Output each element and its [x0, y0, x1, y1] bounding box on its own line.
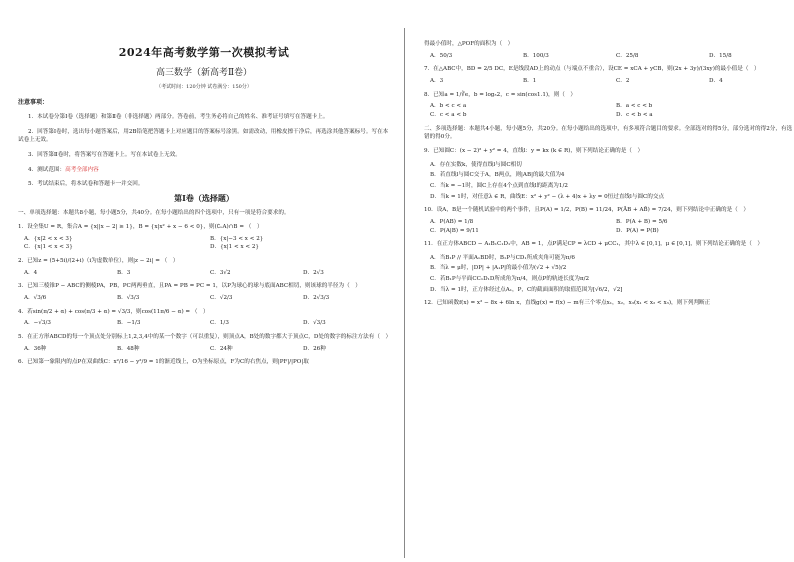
column-divider [404, 28, 405, 558]
option: A．P(AB) = 1/8 [430, 218, 474, 225]
option: B．100/3 [523, 52, 549, 59]
option: C．当k = −1时，圆C上存在4个点到直线l的距离为1/2 [430, 182, 568, 189]
question-1: 1．设全集U = R，集合A = {x||x − 2| ≥ 1}，B = {x|x² + x − 6 < 0}，则(∁ᵤA)∩B = （ ） [18, 224, 263, 231]
option: B．−1/3 [117, 320, 141, 327]
question-list [18, 223, 390, 353]
exam-title: 2024年高考数学第一次模拟考试 [118, 46, 290, 59]
question-5-options [18, 345, 390, 354]
option: A．−√3/3 [24, 320, 51, 327]
option: C．{x|1 < x < 3} [24, 244, 73, 251]
question-3-options [18, 294, 390, 303]
question-7: 7．在△ABC中，BD = 2/5 DC，E是线段AD上的动点（与端点不重合），设CE = xCA + yCB，则(2x + 3y)/(3xy)的最小值是（ ） [424, 66, 760, 73]
question-9: 9．已知圆C：(x − 2)² + y² = 4，直线l：y = kx (k ∈ R)，则下列结论正确的是（ ） [424, 147, 644, 154]
notice-3: 3．回答第Ⅱ卷时，将答案写在答题卡上。写在本试卷上无效。 [28, 152, 181, 158]
question-8: 8．已知a = 1/∛e，b = log₃2，c = sin(cos1.1)，则（ ） [424, 91, 577, 98]
option: B．48种 [117, 345, 140, 352]
option: D．当λ = 1时，正方体经过点A₁，P，C的截面面积的取值范围为[√6/2，√2] [430, 286, 623, 293]
question-8-options [424, 102, 794, 119]
question-7-options [424, 77, 794, 86]
section-title: 第Ⅰ卷（选择题） [174, 192, 234, 203]
left-column [18, 32, 390, 367]
option: D．15/8 [709, 52, 732, 59]
option: B．{x|−3 < x < 2} [210, 235, 264, 242]
exam-meta: （考试时间：120分钟 试卷满分：150分） [156, 83, 252, 90]
option: B．3 [117, 269, 131, 276]
option: D．2√3/3 [303, 294, 330, 301]
option: B．a < c < b [616, 103, 653, 110]
option: A．b < c < a [430, 103, 467, 110]
option: B．1 [523, 77, 537, 84]
question-2-options [18, 269, 390, 278]
option: B．P(A + B) = 5/6 [616, 218, 668, 225]
option: D．{x|1 < x < 2} [210, 244, 259, 251]
option: C．3√2 [210, 269, 231, 276]
option: A．{x|2 < x < 3} [24, 235, 73, 242]
section-intro: 一、单项选择题：本题共8小题，每小题5分，共40分。在每小题给出的四个选项中，只有一项是符合要求的。 [18, 210, 290, 217]
option: B．√3/3 [117, 294, 140, 301]
question-4-options [18, 319, 390, 328]
option: D．P(A) = P(B) [616, 227, 659, 234]
option: D．√3/3 [303, 320, 326, 327]
option: D．4 [709, 77, 723, 84]
option: A．当B₁P // 平面A₁BD时，B₁P与CD₁所成夹角可能为π/6 [430, 254, 575, 261]
option: D．26种 [303, 345, 326, 352]
right-column [424, 32, 794, 308]
option: A．50/3 [430, 52, 453, 59]
option: C．25/8 [616, 52, 639, 59]
question-6-start: 6．已知第一象限内的点P在双曲线C：x²/16 − y²/9 = 1的渐近线上，O为坐标原点，F为C的右焦点，则|PF|/|PO|取 [18, 359, 309, 366]
test-scope: 高考全部内容 [65, 166, 99, 173]
option: A．3 [430, 77, 444, 84]
option: C．P(A|B) = 9/11 [430, 227, 479, 234]
question-10-options [424, 218, 794, 235]
notice-4 [18, 166, 390, 175]
question-3: 3．已知三棱锥P − ABC的侧棱PA，PB，PC两两垂直，且PA = PB = PC = 1，以P为球心的球与底面ABC相切，则该球的半径为（ ） [18, 283, 361, 290]
notice-5: 5．考试结束后，将本试卷和答题卡一并交回。 [28, 181, 144, 188]
notice-2: 2．回答第Ⅰ卷时，选出每小题答案后，用2B铅笔把答题卡上对应题目的答案标号涂黑。如需改动，用橡皮擦干净后，再选涂其他答案标号。写在本试卷上无效。 [18, 128, 389, 144]
option: A．36种 [24, 345, 47, 352]
question-6-options [424, 52, 794, 61]
option: A．4 [24, 269, 38, 276]
option: A．√3/6 [24, 294, 47, 301]
option: D．c < b < a [616, 111, 653, 118]
question-10: 10．设A，B是一个随机试验中的两个事件，且P(A) = 1/2，P(B) = 11/24，P(ĀB + AB̄) = 7/24，则下列结论中正确的是（ ） [424, 207, 749, 214]
option: C．24种 [210, 345, 233, 352]
notice-title: 注意事项： [18, 98, 49, 106]
question-6-cont: 得最小值时，△POF的面积为（ ） [424, 41, 514, 47]
option: C．1/3 [210, 320, 229, 327]
question-11-options [424, 252, 794, 295]
question-11: 11．在正方体ABCD − A₁B₁C₁D₁中，AB = 1，点P满足CP = λCD + μCC₁，其中λ ∈ [0,1]，μ ∈ [0,1]，则下列结论正确的是（ ） [424, 241, 763, 248]
option: C．2 [616, 77, 630, 84]
option: B．当λ = μ时，|DP| + |A₁P|的最小值为(√2 + √5)/2 [430, 265, 567, 272]
option: B．若直线l与圆C交于A，B两点，则|AB|的最大值为4 [430, 172, 565, 179]
option: C．c < a < b [430, 111, 467, 118]
notice-1: 1．本试卷分第Ⅰ卷（选择题）和第Ⅱ卷（非选择题）两部分。答卷前，考生务必将自己的姓名、准考证号填写在答题卡上。 [28, 114, 329, 121]
option: A．存在实数k，使得直线l与圆C相切 [430, 161, 522, 168]
option: C．若B₁P与平面CC₁D₁D所成角为π/4，则点P的轨迹长度为π/2 [430, 276, 590, 283]
question-5: 5．在正方形ABCD的每一个顶点处分别标上1,2,3,4中的某一个数字（可以重复），则顶点A，B处的数字都大于顶点C，D处的数字的标注方法有（ ） [18, 333, 392, 340]
question-9-options [424, 159, 794, 202]
notice-4-prefix: 4．测试范围： [28, 166, 66, 173]
question-4: 4．若sin(π/2 + α) + cos(π/3 + α) = √3/3，则cos(11π/6 − α) = （ ） [18, 308, 209, 315]
option: C．√2/3 [210, 294, 233, 301]
option: D．2√3 [303, 269, 324, 276]
question-12: 12．已知函数f(x) = x² − 8x + 6ln x，直线g(x) = f(x) − m有三个零点x₁，x₂，x₃(x₁ < x₂ < x₃)，则下列判断正 [424, 300, 711, 307]
question-2: 2．已知z = (5+5i)/(2+i)（i为虚数单位），则|z − 2i| = （ ） [18, 257, 179, 264]
exam-subtitle: 高三数学（新高考Ⅱ卷） [155, 68, 253, 79]
question-1-options [18, 235, 390, 252]
option: D．当k = 1时，对任意λ ∈ R，曲线E：x² + y² − (λ + 4)x + λy = 0恒过直线l与圆C的交点 [430, 193, 665, 200]
multi-choice-intro: 二、多项选择题：本题共4小题，每小题5分，共20分。在每小题给出的选项中，有多项符合题目的要求。全部选对的得5分，部分选对的得2分，有选错的得0分。 [424, 125, 793, 141]
